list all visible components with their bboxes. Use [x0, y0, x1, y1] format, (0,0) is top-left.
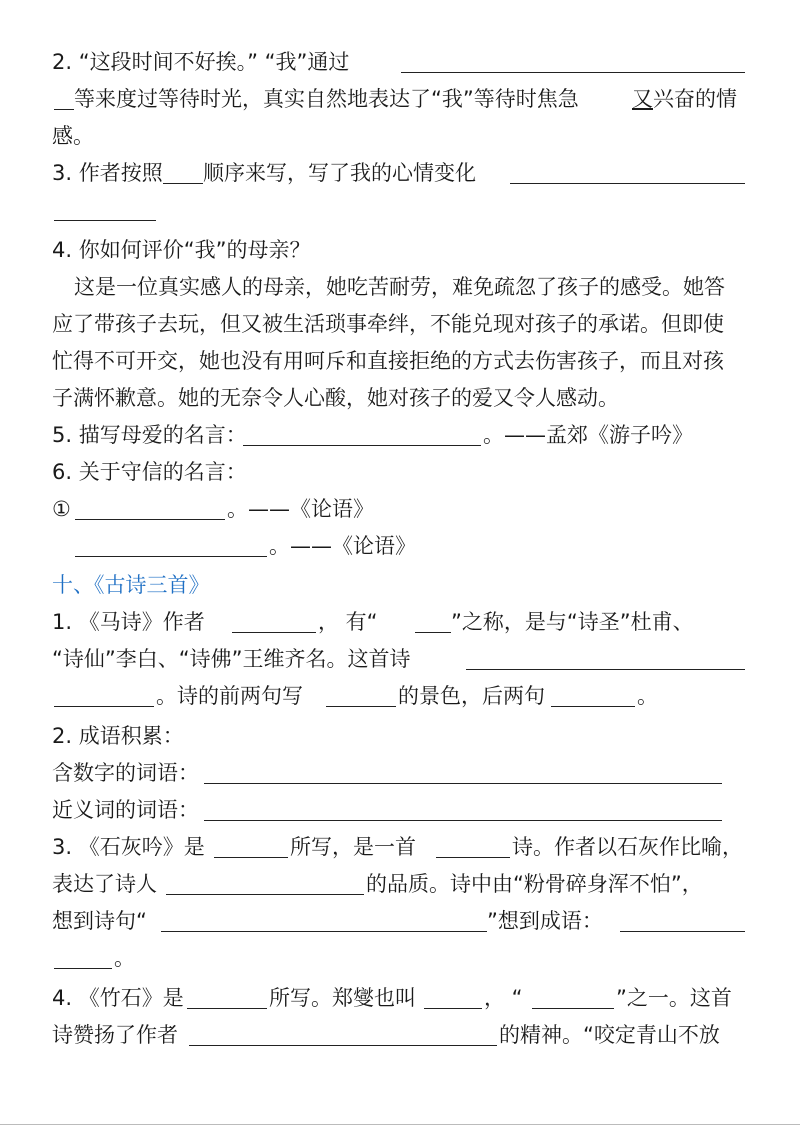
line-text: 。	[114, 946, 135, 970]
page-bottom-divider	[0, 1124, 800, 1125]
line-text: 的景色，后两句	[398, 684, 545, 708]
fill-in-blank[interactable]	[326, 706, 396, 707]
fill-in-blank[interactable]	[166, 894, 364, 895]
section-heading: 十、《古诗三首》	[52, 573, 210, 597]
line-text: 兴奋的情	[653, 87, 737, 111]
worksheet-line	[0, 380, 800, 416]
fill-in-blank[interactable]	[243, 445, 481, 446]
worksheet-line	[0, 343, 800, 379]
worksheet-line	[0, 118, 800, 154]
worksheet-line	[0, 641, 800, 677]
line-text: ”想到成语：	[487, 909, 603, 933]
line-text: 2. “这段时间不好挨。” “我”通过	[52, 50, 350, 74]
fill-in-blank[interactable]	[163, 183, 203, 184]
line-text: 4. 《竹石》是	[52, 986, 184, 1010]
worksheet-line	[0, 306, 800, 342]
line-text: “诗仙”李白、“诗佛”王维齐名。这首诗	[52, 647, 411, 671]
line-text: 。——孟郊《游子吟》	[483, 423, 693, 447]
line-text: 诗赞扬了作者	[52, 1023, 178, 1047]
worksheet-line	[0, 454, 800, 490]
line-text: 表达了诗人	[52, 872, 157, 896]
line-text: 忙得不可开交，她也没有用呵斥和直接拒绝的方式去伤害孩子，而且对孩	[52, 349, 724, 373]
line-text: ①	[52, 497, 71, 521]
line-text: 。	[637, 684, 658, 708]
line-text: 5. 描写母爱的名言：	[52, 423, 247, 447]
line-text: 。——《论语》	[227, 497, 374, 521]
worksheet-line	[0, 604, 800, 640]
fill-in-blank[interactable]	[75, 556, 267, 557]
fill-in-blank[interactable]	[510, 183, 745, 184]
line-text: 这是一位真实感人的母亲，她吃苦耐劳，难免疏忽了孩子的感受。她答	[74, 275, 725, 299]
fill-in-blank[interactable]	[551, 706, 635, 707]
fill-in-blank[interactable]	[424, 1008, 482, 1009]
line-text: 近义词的词语：	[52, 798, 199, 822]
line-text: 含数字的词语：	[52, 761, 199, 785]
worksheet-line	[0, 980, 800, 1016]
worksheet-line	[0, 417, 800, 453]
fill-in-blank[interactable]	[415, 632, 451, 633]
line-text: ， “	[484, 986, 523, 1010]
line-text: 应了带孩子去玩，但又被生活琐事牵绊，不能兑现对孩子的承诺。但即使	[52, 312, 724, 336]
line-text: 感。	[52, 124, 94, 148]
worksheet-line	[0, 1017, 800, 1053]
line-text: ”之一。这首	[616, 986, 732, 1010]
worksheet-line	[0, 192, 800, 228]
fill-in-blank[interactable]	[161, 931, 487, 932]
line-text: 顺序来写，写了我的心情变化	[203, 161, 476, 185]
line-text: 又	[632, 87, 653, 111]
fill-in-blank[interactable]	[54, 220, 156, 221]
line-text: 3. 《石灰吟》是	[52, 835, 205, 859]
fill-in-blank[interactable]	[401, 72, 745, 73]
worksheet-line	[0, 44, 800, 80]
worksheet-line	[0, 232, 800, 268]
fill-in-blank[interactable]	[436, 857, 510, 858]
fill-in-blank[interactable]	[54, 706, 154, 707]
fill-in-blank[interactable]	[204, 783, 722, 784]
fill-in-blank[interactable]	[620, 931, 745, 932]
line-text: 。诗的前两句写	[156, 684, 303, 708]
fill-in-blank[interactable]	[214, 857, 288, 858]
line-text: 等来度过等待时光，真实自然地表达了“我”等待时焦急	[74, 87, 579, 111]
worksheet-line	[0, 718, 800, 754]
worksheet-line	[0, 792, 800, 828]
line-text: 子满怀歉意。她的无奈令人心酸，她对孩子的爱又令人感动。	[52, 386, 619, 410]
line-text: 的品质。诗中由“粉骨碎身浑不怕”，	[366, 872, 703, 896]
fill-in-blank[interactable]	[204, 820, 722, 821]
line-text: 2. 成语积累：	[52, 724, 184, 748]
line-text: ”之称，是与“诗圣”杜甫、	[451, 610, 694, 634]
fill-in-blank[interactable]	[54, 109, 74, 110]
worksheet-line	[0, 269, 800, 305]
line-text: 所写，是一首	[290, 835, 416, 859]
line-text: ， 有“	[318, 610, 378, 634]
fill-in-blank[interactable]	[187, 1008, 267, 1009]
fill-in-blank[interactable]	[532, 1008, 614, 1009]
line-text: 1. 《马诗》作者	[52, 610, 205, 634]
worksheet-line	[0, 528, 800, 564]
worksheet-line	[0, 491, 800, 527]
line-text: 想到诗句“	[52, 909, 147, 933]
worksheet-line	[0, 678, 800, 714]
line-text: 。——《论语》	[269, 534, 416, 558]
line-text: 4. 你如何评价“我”的母亲？	[52, 238, 311, 262]
line-text: 6. 关于守信的名言：	[52, 460, 247, 484]
line-text: 3. 作者按照	[52, 161, 163, 185]
worksheet-line	[0, 81, 800, 117]
fill-in-blank[interactable]	[189, 1045, 497, 1046]
worksheet-line	[0, 940, 800, 976]
worksheet-line	[0, 866, 800, 902]
fill-in-blank[interactable]	[75, 519, 225, 520]
fill-in-blank[interactable]	[466, 669, 745, 670]
fill-in-blank[interactable]	[54, 968, 112, 969]
worksheet-line	[0, 755, 800, 791]
line-text: 的精神。“咬定青山不放	[499, 1023, 720, 1047]
line-text: 诗。作者以石灰作比喻，	[512, 835, 743, 859]
worksheet-line	[0, 567, 800, 603]
fill-in-blank[interactable]	[232, 632, 316, 633]
worksheet-line	[0, 829, 800, 865]
worksheet-line	[0, 903, 800, 939]
worksheet-line	[0, 155, 800, 191]
line-text: 所写。郑燮也叫	[269, 986, 416, 1010]
